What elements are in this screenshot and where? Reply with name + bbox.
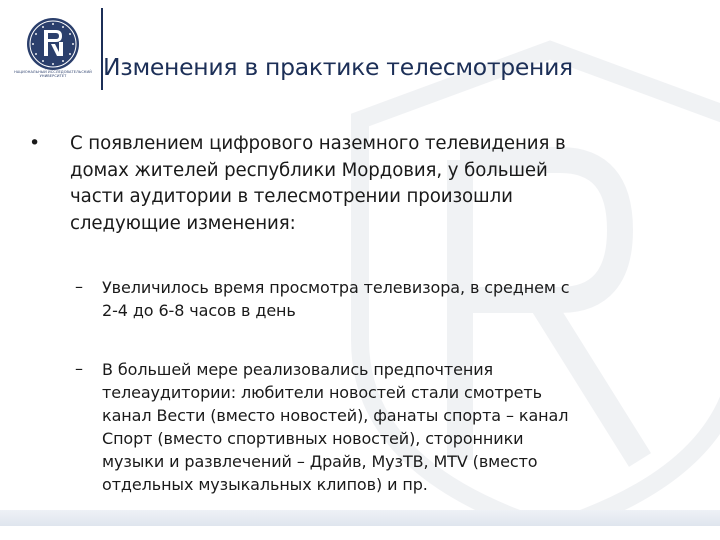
sub-item-line: В большей мере реализовались предпочтения: [102, 360, 494, 379]
sub-item-marker: –: [75, 277, 83, 296]
logo-caption: НАЦИОНАЛЬНЫЙ ИССЛЕДОВАТЕЛЬСКИЙ УНИВЕРСИТЕТ: [14, 70, 92, 78]
bullet-line: части аудитории в телесмотрении произошли: [70, 186, 513, 207]
bullet-marker: •: [29, 132, 41, 154]
footer-strip: [0, 526, 720, 540]
sub-item-line: отдельных музыкальных клипов) и пр.: [102, 475, 428, 494]
bullet-line: С появлением цифрового наземного телевидения в: [70, 133, 566, 154]
sub-item-line: 2-4 до 6-8 часов в день: [102, 301, 296, 320]
sub-item-text: [102, 358, 692, 496]
sub-item-line: Увеличилось время просмотра телевизора, в среднем с: [102, 278, 570, 297]
bullet-line: домах жителей республики Мордовия, у большей: [70, 159, 548, 181]
sub-item-line: Спорт (вместо спортивных новостей), сторонники: [102, 429, 524, 448]
sub-item-text: [102, 276, 692, 322]
bullet-text: [70, 131, 680, 237]
bullet-line: следующие изменения:: [70, 212, 296, 234]
sub-item-line: канал Вести (вместо новостей), фанаты спорта – канал: [102, 406, 569, 425]
sub-item-marker: –: [75, 359, 83, 378]
footer-band: [0, 510, 720, 526]
slide-title: Изменения в практике телесмотрения: [103, 53, 573, 81]
sub-item-line: телеаудитории: любители новостей стали смотреть: [102, 383, 542, 402]
sub-item-line: музыки и развлечений – Драйв, МузТВ, MTV (вместо: [102, 452, 538, 471]
